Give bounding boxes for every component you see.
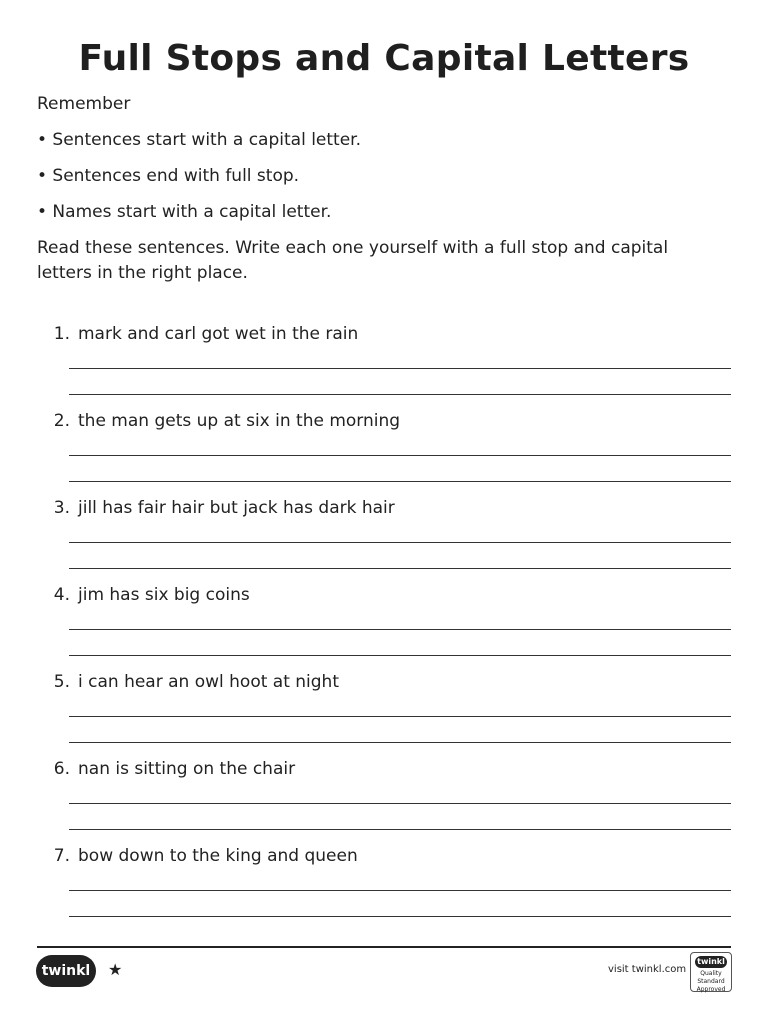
quality-badge bbox=[690, 952, 732, 992]
question-number: 6. bbox=[53, 759, 70, 779]
question-1 bbox=[40, 322, 730, 346]
question-6 bbox=[40, 757, 730, 781]
question-2 bbox=[40, 409, 730, 433]
question-5 bbox=[40, 670, 730, 694]
question-3 bbox=[40, 496, 730, 520]
answer-line[interactable] bbox=[69, 829, 731, 830]
question-text: mark and carl got wet in the rain bbox=[78, 324, 359, 344]
star-icon: ★ bbox=[108, 960, 123, 979]
rule-item: • Sentences start with a capital letter. bbox=[37, 130, 362, 150]
question-text: jill has fair hair but jack has dark hair bbox=[78, 498, 395, 518]
question-text: nan is sitting on the chair bbox=[78, 759, 296, 779]
rule-item: • Sentences end with full stop. bbox=[37, 166, 300, 186]
question-text: the man gets up at six in the morning bbox=[78, 411, 401, 431]
footer-divider bbox=[37, 946, 731, 948]
remember-heading: Remember bbox=[37, 94, 131, 114]
page-title: Full Stops and Capital Letters bbox=[78, 38, 690, 79]
rules-list bbox=[37, 128, 361, 236]
twinkl-logo[interactable]: twinkl bbox=[36, 955, 96, 987]
question-4 bbox=[40, 583, 730, 607]
answer-line[interactable] bbox=[69, 916, 731, 917]
question-text: i can hear an owl hoot at night bbox=[78, 672, 340, 692]
question-text: bow down to the king and queen bbox=[78, 846, 358, 866]
question-number: 7. bbox=[53, 846, 70, 866]
question-number: 5. bbox=[53, 672, 70, 692]
rule-item: • Names start with a capital letter. bbox=[37, 202, 332, 222]
answer-line[interactable] bbox=[69, 394, 731, 395]
instructions: Read these sentences. Write each one yourself with a full stop and capital letters in the right place. bbox=[37, 238, 669, 283]
answer-line[interactable] bbox=[69, 655, 731, 656]
question-number: 3. bbox=[53, 498, 70, 518]
answer-line[interactable] bbox=[69, 542, 731, 543]
answer-line[interactable] bbox=[69, 716, 731, 717]
question-text: jim has six big coins bbox=[78, 585, 250, 605]
question-number: 4. bbox=[53, 585, 70, 605]
badge-text: Quality Standard Approved bbox=[696, 970, 726, 993]
answer-line[interactable] bbox=[69, 890, 731, 891]
visit-link[interactable]: visit twinkl.com bbox=[608, 964, 687, 975]
answer-line[interactable] bbox=[69, 568, 731, 569]
answer-line[interactable] bbox=[69, 629, 731, 630]
question-7 bbox=[40, 844, 730, 868]
answer-line[interactable] bbox=[69, 368, 731, 369]
answer-line[interactable] bbox=[69, 742, 731, 743]
answer-line[interactable] bbox=[69, 481, 731, 482]
question-number: 2. bbox=[53, 411, 70, 431]
answer-line[interactable] bbox=[69, 455, 731, 456]
question-number: 1. bbox=[53, 324, 70, 344]
answer-line[interactable] bbox=[69, 803, 731, 804]
badge-logo: twinkl bbox=[695, 956, 727, 968]
